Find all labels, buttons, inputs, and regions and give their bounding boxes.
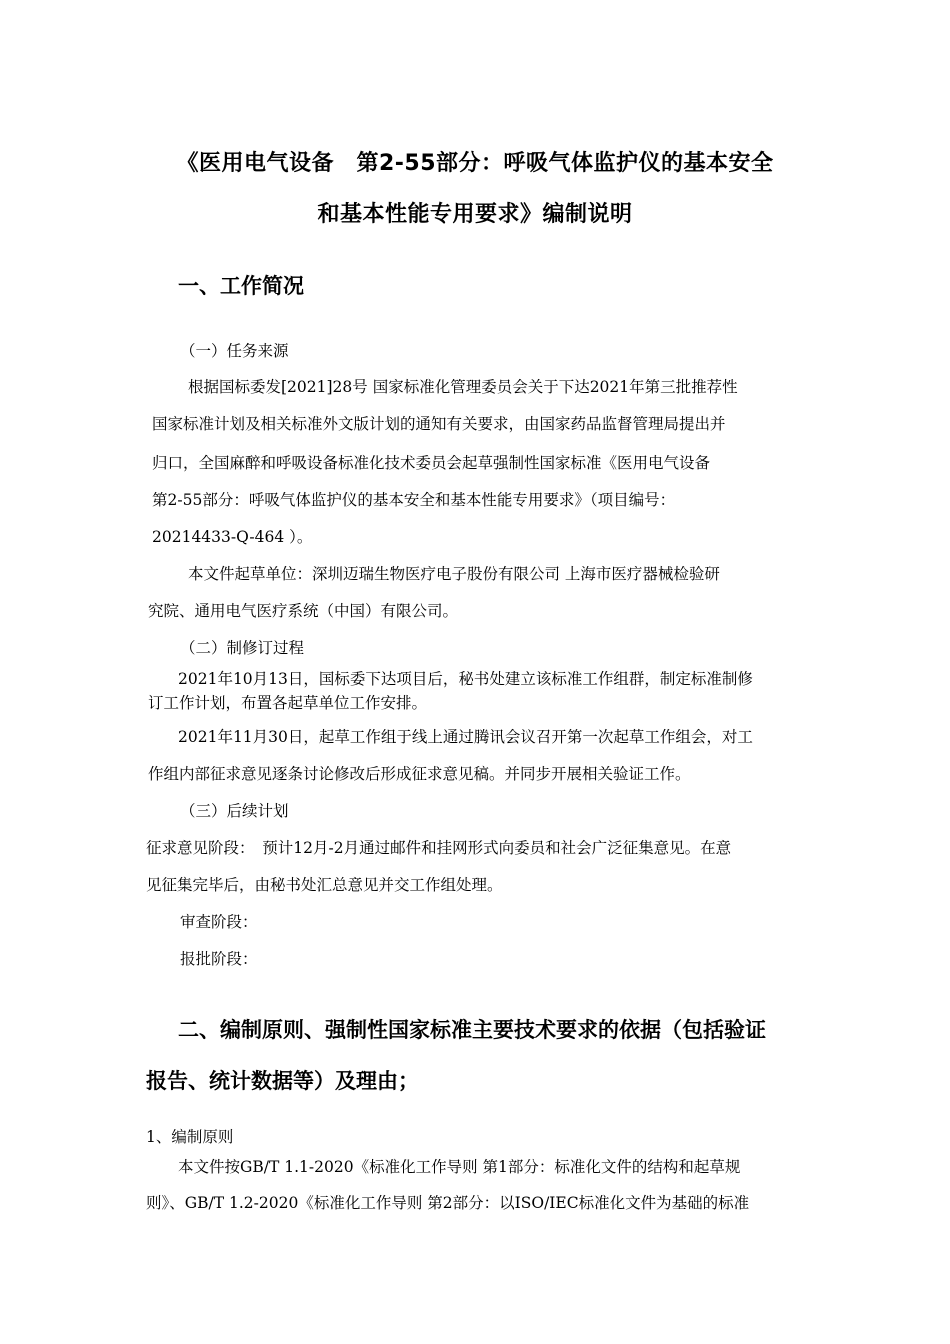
paragraph-line: 究院、通用电气医疗系统（中国）有限公司。 [148,602,459,620]
item-compilation-principles-heading: 1、编制原则 [146,1128,234,1146]
paragraph-line: 第2-55部分：呼吸气体监护仪的基本安全和基本性能专用要求》（项目编号： [152,491,676,509]
paragraph-line: 见征集完毕后，由秘书处汇总意见并交工作组处理。 [146,876,503,894]
paragraph-line: 本文件起草单位：深圳迈瑞生物医疗电子股份有限公司 上海市医疗器械检验研 [188,565,720,583]
review-stage-label: 审查阶段： [180,913,258,931]
approval-stage-label: 报批阶段： [180,950,258,968]
paragraph-line: 国家标准计划及相关标准外文版计划的通知有关要求，由国家药品监督管理局提出并 [152,415,726,433]
paragraph-line: 2021年10月13日，国标委下达项目后，秘书处建立该标准工作组群，制定标准制修 [178,670,753,688]
section-1-heading: 一、工作简况 [178,274,304,298]
paragraph-line: 作组内部征求意见逐条讨论修改后形成征求意见稿。并同步开展相关验证工作。 [148,765,691,783]
subsection-task-source-heading: （一）任务来源 [180,342,289,360]
paragraph-line: 则》、GB/T 1.2-2020《标准化工作导则 第2部分：以ISO/IEC标准化文件为基础的标准 [146,1194,750,1212]
paragraph-line: 征求意见阶段： 预计12月-2月通过邮件和挂网形式向委员和社会广泛征集意见。在意 [146,839,732,857]
subsection-revision-process-heading: （二）制修订过程 [180,639,305,657]
subsection-follow-up-plan-heading: （三）后续计划 [180,802,289,820]
paragraph-line: 订工作计划，布置各起草单位工作安排。 [148,694,428,712]
paragraph-line: 归口，全国麻醉和呼吸设备标准化技术委员会起草强制性国家标准《医用电气设备 [152,454,711,472]
paragraph-line: 20214433-Q-464 ）。 [152,528,313,546]
paragraph-line: 本文件按GB/T 1.1-2020《标准化工作导则 第1部分：标准化文件的结构和起草规 [178,1158,741,1176]
document-title-line-1: 《医用电气设备 第2-55部分：呼吸气体监护仪的基本安全 [176,151,774,176]
paragraph-line: 根据国标委发[2021]28号 国家标准化管理委员会关于下达2021年第三批推荐性 [188,378,738,396]
document-title-line-2: 和基本性能专用要求》编制说明 [317,202,633,227]
section-2-heading-line-1: 二、编制原则、强制性国家标准主要技术要求的依据（包括验证 [178,1018,766,1042]
section-2-heading-line-2: 报告、统计数据等）及理由； [146,1069,419,1093]
paragraph-line: 2021年11月30日，起草工作组于线上通过腾讯会议召开第一次起草工作组会，对工 [178,728,753,746]
